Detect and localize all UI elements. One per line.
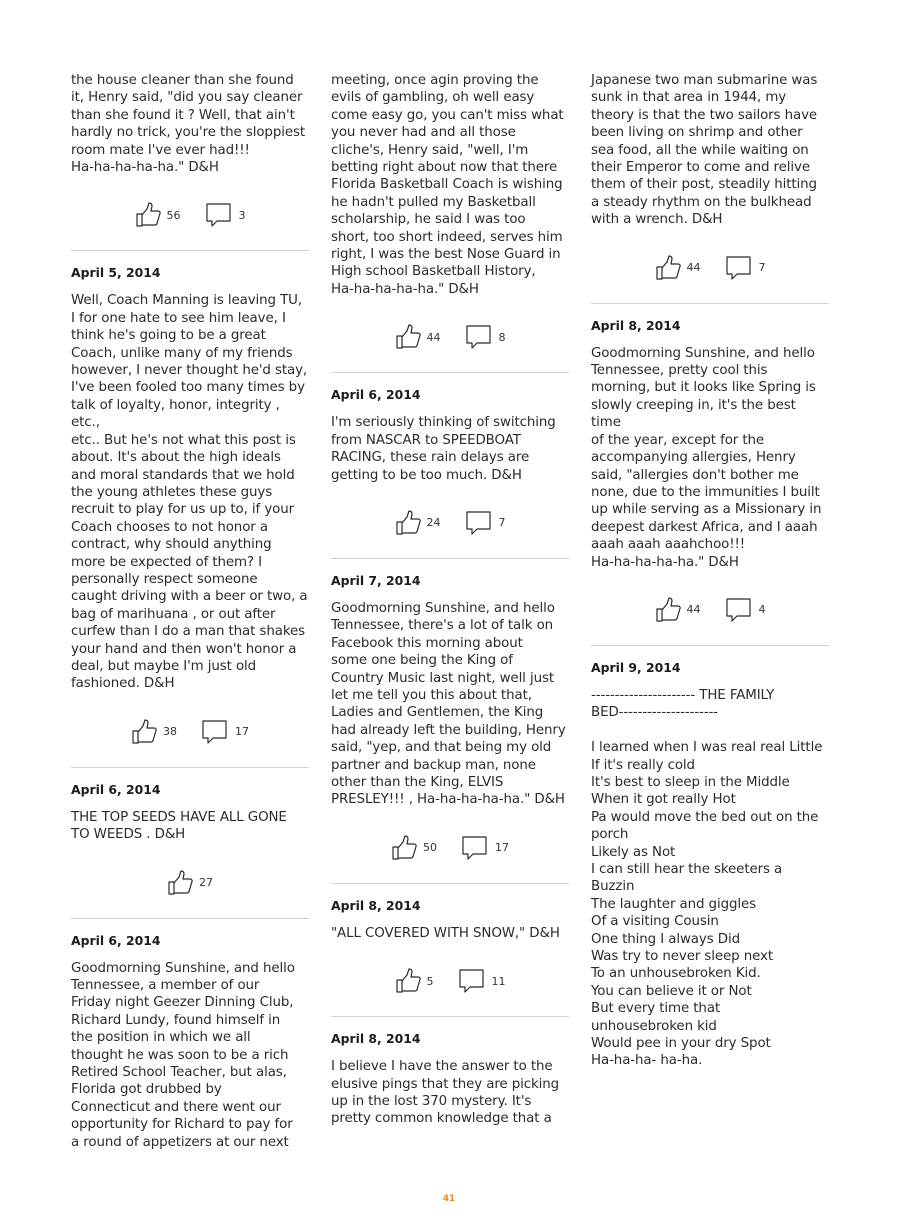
post	[71, 265, 309, 767]
post-text: meeting, once agin proving the evils of gambling, oh well easy come easy go, you can't miss what you never had and all those cliche's, Henry said, "well, I'm betting right about now that there Florida Basketball Coach is wishing he hadn't pulled my Basketball scholarship, he said I was too short, too short indeed, serves him right, I was the best Nose Guard in High school Basketball History, Ha-ha-ha-ha-ha." D&H	[331, 73, 564, 297]
post-date: April 6, 2014	[331, 387, 421, 403]
post-stats	[71, 715, 309, 749]
comment-icon	[725, 255, 753, 281]
post-text: I believe I have the answer to the elusive pings that they are picking up in the lost 370 mystery. It's pretty common knowledge that a	[331, 1059, 560, 1127]
post-text: THE TOP SEEDS HAVE ALL GONE TO WEEDS . D&H	[71, 809, 287, 843]
like-button[interactable]	[135, 202, 181, 228]
comment-count: 17	[495, 841, 509, 855]
comment-count: 17	[235, 725, 249, 739]
like-button[interactable]	[395, 968, 434, 994]
like-count: 44	[686, 603, 701, 617]
like-count: 56	[166, 208, 181, 222]
post-date: April 6, 2014	[71, 932, 161, 948]
post-text: Goodmorning Sunshine, and hello Tennessee, there's a lot of talk on Facebook this morning about some one being the King of Country Music last night, well just let me tell you this about that, Ladies and Gentlemen, the King had already left the building, Henry said, "yep, and that being my old partner and backup man, none other than the King, ELVIS PRESLEY!!! , Ha-ha-ha-ha-ha." D&H	[331, 600, 566, 808]
comment-count: 4	[758, 603, 766, 617]
comment-button[interactable]	[458, 968, 506, 994]
post	[591, 318, 829, 646]
column-1	[71, 72, 309, 1151]
post-text: I'm seriously thinking of switching from NASCAR to SPEEDBOAT RACING, these rain delays are getting to be too much. D&H	[331, 415, 556, 483]
post-text: the house cleaner than she found it, Henry said, "did you say cleaner than she found it ? Well, that ain't hardly no trick, you're the sloppiest room mate I've ever had!!! Ha-ha-ha-ha-ha." D&H	[71, 73, 306, 176]
thumbs-up-icon	[655, 255, 681, 281]
post-text: Goodmorning Sunshine, and hello Tennessee, pretty cool this morning, but it looks like Spring is slowly creeping in, it's the best time of the year, except for the accompanying allergies, Henry said, "allergies don't bother me none, due to the immunities I built up while serving as a Missionary in deepest darkest Africa, and I aaah aaah aaah aaahchoo!!! Ha-ha-ha-ha-ha." D&H	[591, 345, 822, 570]
post-date: April 6, 2014	[71, 781, 161, 797]
post-text: Japanese two man submarine was sunk in that area in 1944, my theory is that the two sailors have been living on shrimp and other sea food, all the while waiting on their Emperor to come and relive them of their post, steadily hitting a steady rhythm on the bulkhead with a wrench. D&H	[591, 73, 818, 228]
post	[71, 933, 309, 1151]
comment-count: 7	[498, 516, 506, 530]
post-stats	[71, 866, 309, 900]
post	[331, 898, 569, 1017]
like-button[interactable]	[655, 255, 701, 281]
post-date: April 5, 2014	[71, 265, 161, 281]
comment-button[interactable]	[465, 510, 506, 536]
post	[71, 782, 309, 919]
comment-button[interactable]	[725, 597, 766, 623]
post-stats	[331, 831, 569, 865]
post-text: ---------------------- THE FAMILY BED--------------------- I learned when I was real real Little If it's really cold It's best to sleep in the Middle When it got really Hot Pa would move the bed out on the porch Likely as Not I can still hear the skeeters a Buzzin The laughter and giggles Of a visiting Cousin One thing I always Did Was try to never sleep next To an unhousebroken Kid. You can believe it or Not But every time that unhousebroken kid Would pee in your dry Spot Ha-ha-ha- ha-ha.	[591, 687, 823, 1069]
comment-icon	[465, 324, 493, 350]
like-count: 50	[423, 841, 437, 855]
post-stats	[331, 320, 569, 354]
post-date: April 8, 2014	[331, 1031, 421, 1047]
post-date: April 9, 2014	[591, 659, 681, 675]
like-button[interactable]	[167, 870, 213, 896]
like-count: 27	[199, 876, 213, 890]
post	[331, 387, 569, 559]
column-2	[331, 72, 569, 1128]
post-date: April 7, 2014	[331, 572, 421, 588]
divider	[591, 303, 829, 304]
post-text: Well, Coach Manning is leaving TU, I for one hate to see him leave, I think he's going to be a great Coach, unlike many of my friends however, I never thought he'd stay, I've been fooled too many times by talk of loyalty, honor, integrity , etc., etc.. But he's not what this post is about. It's about the high ideals and moral standards that we hold the young athletes these guys recruit to play for us up to, if your Coach chooses to not honor a contract, why should anything more be expected of them? I personally respect someone caught driving with a beer or two, a bag of marihuana , or out after curfew than I do a man that shakes your hand and then won't honor a deal, but maybe I'm just old fashioned. D&H	[71, 293, 308, 692]
like-count: 44	[426, 330, 441, 344]
like-button[interactable]	[131, 719, 177, 745]
post-date: April 8, 2014	[331, 897, 421, 913]
comment-icon	[205, 202, 233, 228]
post-stats	[71, 198, 309, 232]
divider	[71, 918, 309, 919]
like-button[interactable]	[391, 835, 437, 861]
post	[591, 660, 829, 1070]
post-stats	[331, 964, 569, 998]
comment-icon	[725, 597, 753, 623]
comment-count: 8	[498, 330, 506, 344]
like-button[interactable]	[395, 510, 441, 536]
post	[331, 573, 569, 884]
divider	[331, 558, 569, 559]
page-number: 41	[442, 1194, 456, 1204]
comment-icon	[461, 835, 489, 861]
comment-button[interactable]	[205, 202, 246, 228]
comment-count: 7	[758, 261, 766, 275]
like-button[interactable]	[655, 597, 701, 623]
like-button[interactable]	[395, 324, 441, 350]
like-count: 5	[426, 974, 434, 988]
like-count: 24	[426, 516, 441, 530]
divider	[331, 372, 569, 373]
thumbs-up-icon	[391, 835, 417, 861]
comment-button[interactable]	[201, 719, 249, 745]
post-date: April 8, 2014	[591, 317, 681, 333]
divider	[591, 645, 829, 646]
divider	[331, 1016, 569, 1017]
post	[331, 1031, 569, 1128]
post-stats	[591, 251, 829, 285]
divider	[71, 767, 309, 768]
thumbs-up-icon	[395, 510, 421, 536]
divider	[71, 250, 309, 251]
comment-icon	[458, 968, 486, 994]
thumbs-up-icon	[655, 597, 681, 623]
thumbs-up-icon	[395, 968, 421, 994]
comment-button[interactable]	[465, 324, 506, 350]
thumbs-up-icon	[167, 870, 193, 896]
post-stats	[591, 593, 829, 627]
comment-button[interactable]	[725, 255, 766, 281]
post-stats	[331, 506, 569, 540]
comment-button[interactable]	[461, 835, 509, 861]
post-text: Goodmorning Sunshine, and hello Tennessee, a member of our Friday night Geezer Dinning Club, Richard Lundy, found himself in the position in which we all thought he was soon to be a rich Retired School Teacher, but alas, Florida got drubbed by Connecticut and there went our opportunity for Richard to pay for a round of appetizers at our next	[71, 960, 295, 1150]
like-count: 38	[163, 725, 177, 739]
thumbs-up-icon	[395, 324, 421, 350]
post-text: "ALL COVERED WITH SNOW," D&H	[331, 925, 560, 941]
thumbs-up-icon	[131, 719, 157, 745]
comment-count: 11	[491, 974, 506, 988]
divider	[331, 883, 569, 884]
comment-count: 3	[238, 208, 246, 222]
comment-icon	[465, 510, 493, 536]
column-3	[591, 72, 829, 1070]
comment-icon	[201, 719, 229, 745]
like-count: 44	[686, 261, 701, 275]
thumbs-up-icon	[135, 202, 161, 228]
